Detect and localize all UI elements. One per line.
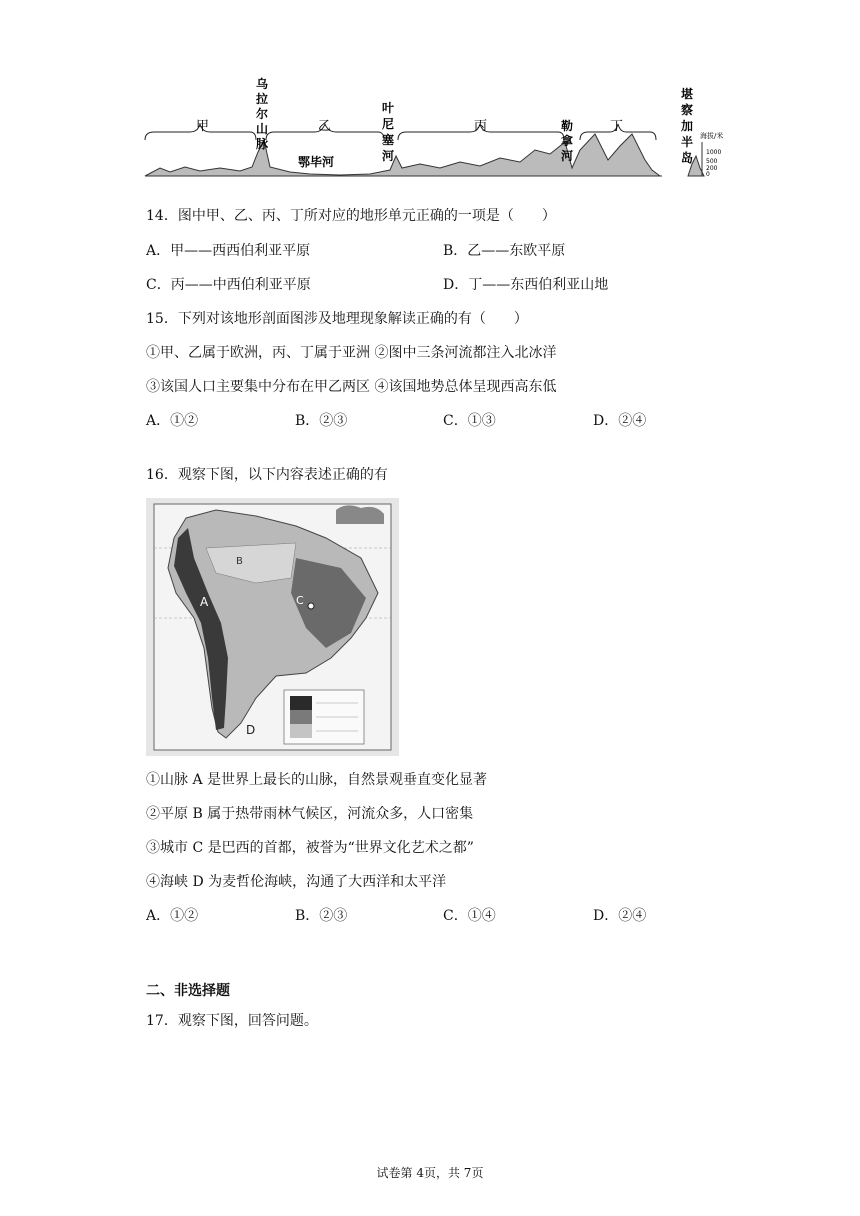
q14-option-a: A．甲——西西伯利亚平原 <box>146 243 311 259</box>
legend-swatch-high <box>290 696 312 710</box>
q16-stem: 16．观察下图，以下内容表述正确的有 <box>146 467 388 483</box>
q14-stem: 14．图中甲、乙、丙、丁所对应的地形单元正确的一项是（ ） <box>146 208 556 224</box>
scale-tick-0: 0 <box>706 171 710 178</box>
label-jia: 甲 <box>196 119 210 134</box>
map-label-a: A <box>200 595 209 609</box>
legend-swatch-low <box>290 724 312 738</box>
q17-stem: 17．观察下图，回答问题。 <box>146 1013 318 1029</box>
scale-tick-1000: 1000 <box>706 149 722 156</box>
label-yi: 乙 <box>318 119 332 134</box>
map-label-c: C <box>296 594 304 607</box>
label-ob-river: 鄂毕河 <box>298 155 335 169</box>
q16-statement-2: ②平原 B 属于热带雨林气候区，河流众多，人口密集 <box>146 806 474 822</box>
label-yenisei-river: 叶尼塞河 <box>382 101 395 163</box>
page-footer: 试卷第 4页，共 7页 <box>376 1166 484 1180</box>
label-bing: 丙 <box>474 119 488 134</box>
label-lena-river: 勒拿河 <box>561 119 574 163</box>
label-kamchatka-peninsula: 堪察加半岛 <box>681 87 694 165</box>
terrain-silhouette <box>145 134 660 176</box>
map-label-d: D <box>246 723 256 737</box>
map-label-b: B <box>236 556 243 567</box>
terrain-profile-figure <box>140 72 724 187</box>
q15-stem: 15．下列对该地形剖面图涉及地理现象解读正确的有（ ） <box>146 311 528 327</box>
q15-option-c: C．①③ <box>443 413 496 429</box>
south-america-map <box>146 498 399 756</box>
q15-option-d: D．②④ <box>593 413 647 429</box>
q15-option-a: A．①② <box>146 413 199 429</box>
legend-swatch-mid <box>290 710 312 724</box>
q15-statement-2: ③该国人口主要集中分布在甲乙两区 ④该国地势总体呈现西高东低 <box>146 379 557 395</box>
scale-tick-200: 200 <box>706 165 718 172</box>
q16-option-a: A．①② <box>146 908 199 924</box>
q16-option-b: B．②③ <box>295 908 348 924</box>
label-ding: 丁 <box>610 119 624 134</box>
q16-option-c: C．①④ <box>443 908 496 924</box>
scale-tick-500: 500 <box>706 158 718 165</box>
q14-option-b: B．乙——东欧平原 <box>443 243 566 259</box>
q16-statement-4: ④海峡 D 为麦哲伦海峡，沟通了大西洋和太平洋 <box>146 874 447 890</box>
q15-statement-1: ①甲、乙属于欧洲，丙、丁属于亚洲 ②图中三条河流都注入北冰洋 <box>146 345 557 361</box>
q14-option-d: D．丁——东西伯利亚山地 <box>443 277 609 293</box>
label-scale-title: 海拔/米 <box>700 132 724 140</box>
q14-option-c: C．丙——中西伯利亚平原 <box>146 277 311 293</box>
q16-statement-1: ①山脉 A 是世界上最长的山脉，自然景观垂直变化显著 <box>146 772 488 788</box>
q15-option-b: B．②③ <box>295 413 348 429</box>
city-c-marker <box>308 603 314 609</box>
q16-statement-3: ③城市 C 是巴西的首都，被誉为“世界文化艺术之都” <box>146 840 474 856</box>
section-2-title: 二、非选择题 <box>146 983 230 999</box>
label-ural-mountains: 乌拉尔山脉 <box>256 77 269 151</box>
q16-option-d: D．②④ <box>593 908 647 924</box>
